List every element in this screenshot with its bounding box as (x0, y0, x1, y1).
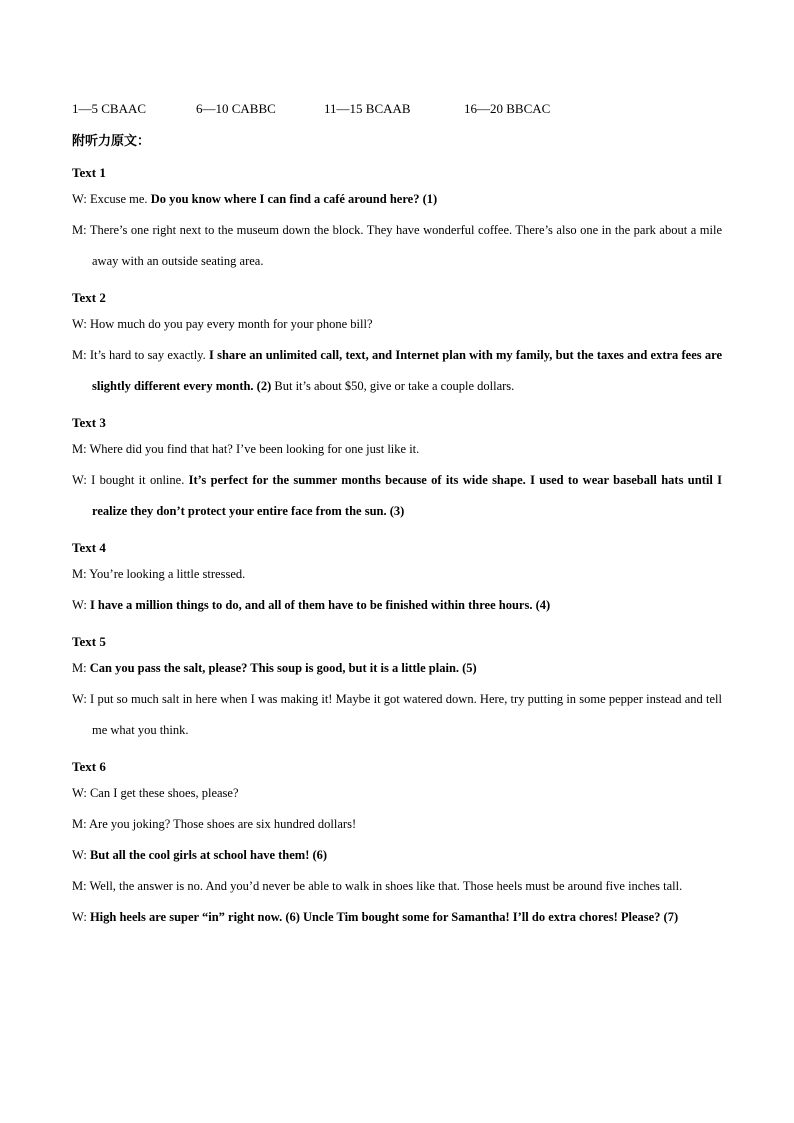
key-sentence: But all the cool girls at school have them! (6) (89, 848, 328, 862)
dialogue-text: It’s hard to say exactly. (89, 348, 209, 362)
text-title: Text 3 (72, 415, 106, 430)
answer-group: 6—10 CABBC (196, 101, 276, 116)
dialogue-text: Can I get these shoes, please? (89, 786, 239, 800)
dialogue-line (72, 809, 722, 840)
speaker-label: M: (72, 817, 90, 831)
speaker-label: W: (72, 598, 90, 612)
dialogue-text: Excuse me. (89, 192, 151, 206)
dialogue-line (72, 840, 722, 871)
speaker-label: M: (72, 348, 90, 362)
dialogue-line (72, 465, 722, 527)
dialogue-line (72, 684, 722, 746)
speaker-label: M: (72, 567, 90, 581)
text-title: Text 2 (72, 290, 106, 305)
speaker-label: W: (72, 192, 90, 206)
text-title: Text 4 (72, 540, 106, 555)
dialogue-line (72, 434, 722, 465)
dialogue-text: I put so much salt in here when I was making it! Maybe it got watered down. Here, try putting in some pepper instead and tell me what you think. (90, 692, 723, 737)
speaker-label: W: (72, 317, 90, 331)
transcript-body (72, 162, 722, 933)
speaker-label: W: (72, 473, 92, 487)
speaker-label: W: (72, 910, 90, 924)
transcript-heading: 附听力原文： (72, 133, 151, 148)
dialogue-line (72, 871, 722, 902)
answer-group: 1—5 CBAAC (72, 101, 147, 116)
text-title: Text 5 (72, 634, 106, 649)
dialogue-line (72, 559, 722, 590)
dialogue-text: You’re looking a little stressed. (89, 567, 246, 581)
key-sentence: Do you know where I can find a café around here? (1) (150, 192, 438, 206)
dialogue-line (72, 215, 722, 277)
key-sentence: It’s perfect for the summer months because of its wide shape. I used to wear baseball hats until I realize they don’t protect your entire face from the sun. (3) (92, 473, 722, 518)
speaker-label: M: (72, 879, 90, 893)
speaker-label: W: (72, 692, 91, 706)
text-title: Text 6 (72, 759, 106, 774)
dialogue-text: How much do you pay every month for your phone bill? (89, 317, 373, 331)
dialogue-text: I bought it online. (91, 473, 189, 487)
speaker-label: M: (72, 442, 90, 456)
dialogue-text: Well, the answer is no. And you’d never be able to walk in shoes like that. Those heels must be around five inches tall. (89, 879, 683, 893)
dialogue-line (72, 653, 722, 684)
dialogue-line (72, 340, 722, 402)
dialogue-text: Where did you find that hat? I’ve been looking for one just like it. (89, 442, 420, 456)
dialogue-line (72, 590, 722, 621)
key-sentence: Can you pass the salt, please? This soup is good, but it is a little plain. (5) (89, 661, 477, 675)
answer-group: 16—20 BBCAC (464, 101, 551, 116)
key-sentence: High heels are super “in” right now. (6) Uncle Tim bought some for Samantha! I’ll do extra chores! Please? (7) (89, 910, 679, 924)
key-sentence: I share an unlimited call, text, and Internet plan with my family, but the taxes and extra fees are slightly different every month. (2) (92, 348, 722, 393)
document-page (72, 98, 722, 933)
dialogue-line (72, 902, 722, 933)
speaker-label: W: (72, 786, 90, 800)
dialogue-line (72, 184, 722, 215)
dialogue-line (72, 778, 722, 809)
speaker-label: M: (72, 661, 90, 675)
answer-key (72, 98, 722, 120)
dialogue-text: But it’s about $50, give or take a couple dollars. (271, 379, 515, 393)
answer-group: 11—15 BCAAB (324, 101, 411, 116)
dialogue-text: There’s one right next to the museum down the block. They have wonderful coffee. There’s also one in the park about a mile away with an outside seating area. (89, 223, 722, 268)
speaker-label: W: (72, 848, 90, 862)
key-sentence: I have a million things to do, and all of them have to be finished within three hours. (4) (89, 598, 551, 612)
dialogue-text: Are you joking? Those shoes are six hundred dollars! (89, 817, 357, 831)
text-title: Text 1 (72, 165, 106, 180)
speaker-label: M: (72, 223, 90, 237)
dialogue-line (72, 309, 722, 340)
